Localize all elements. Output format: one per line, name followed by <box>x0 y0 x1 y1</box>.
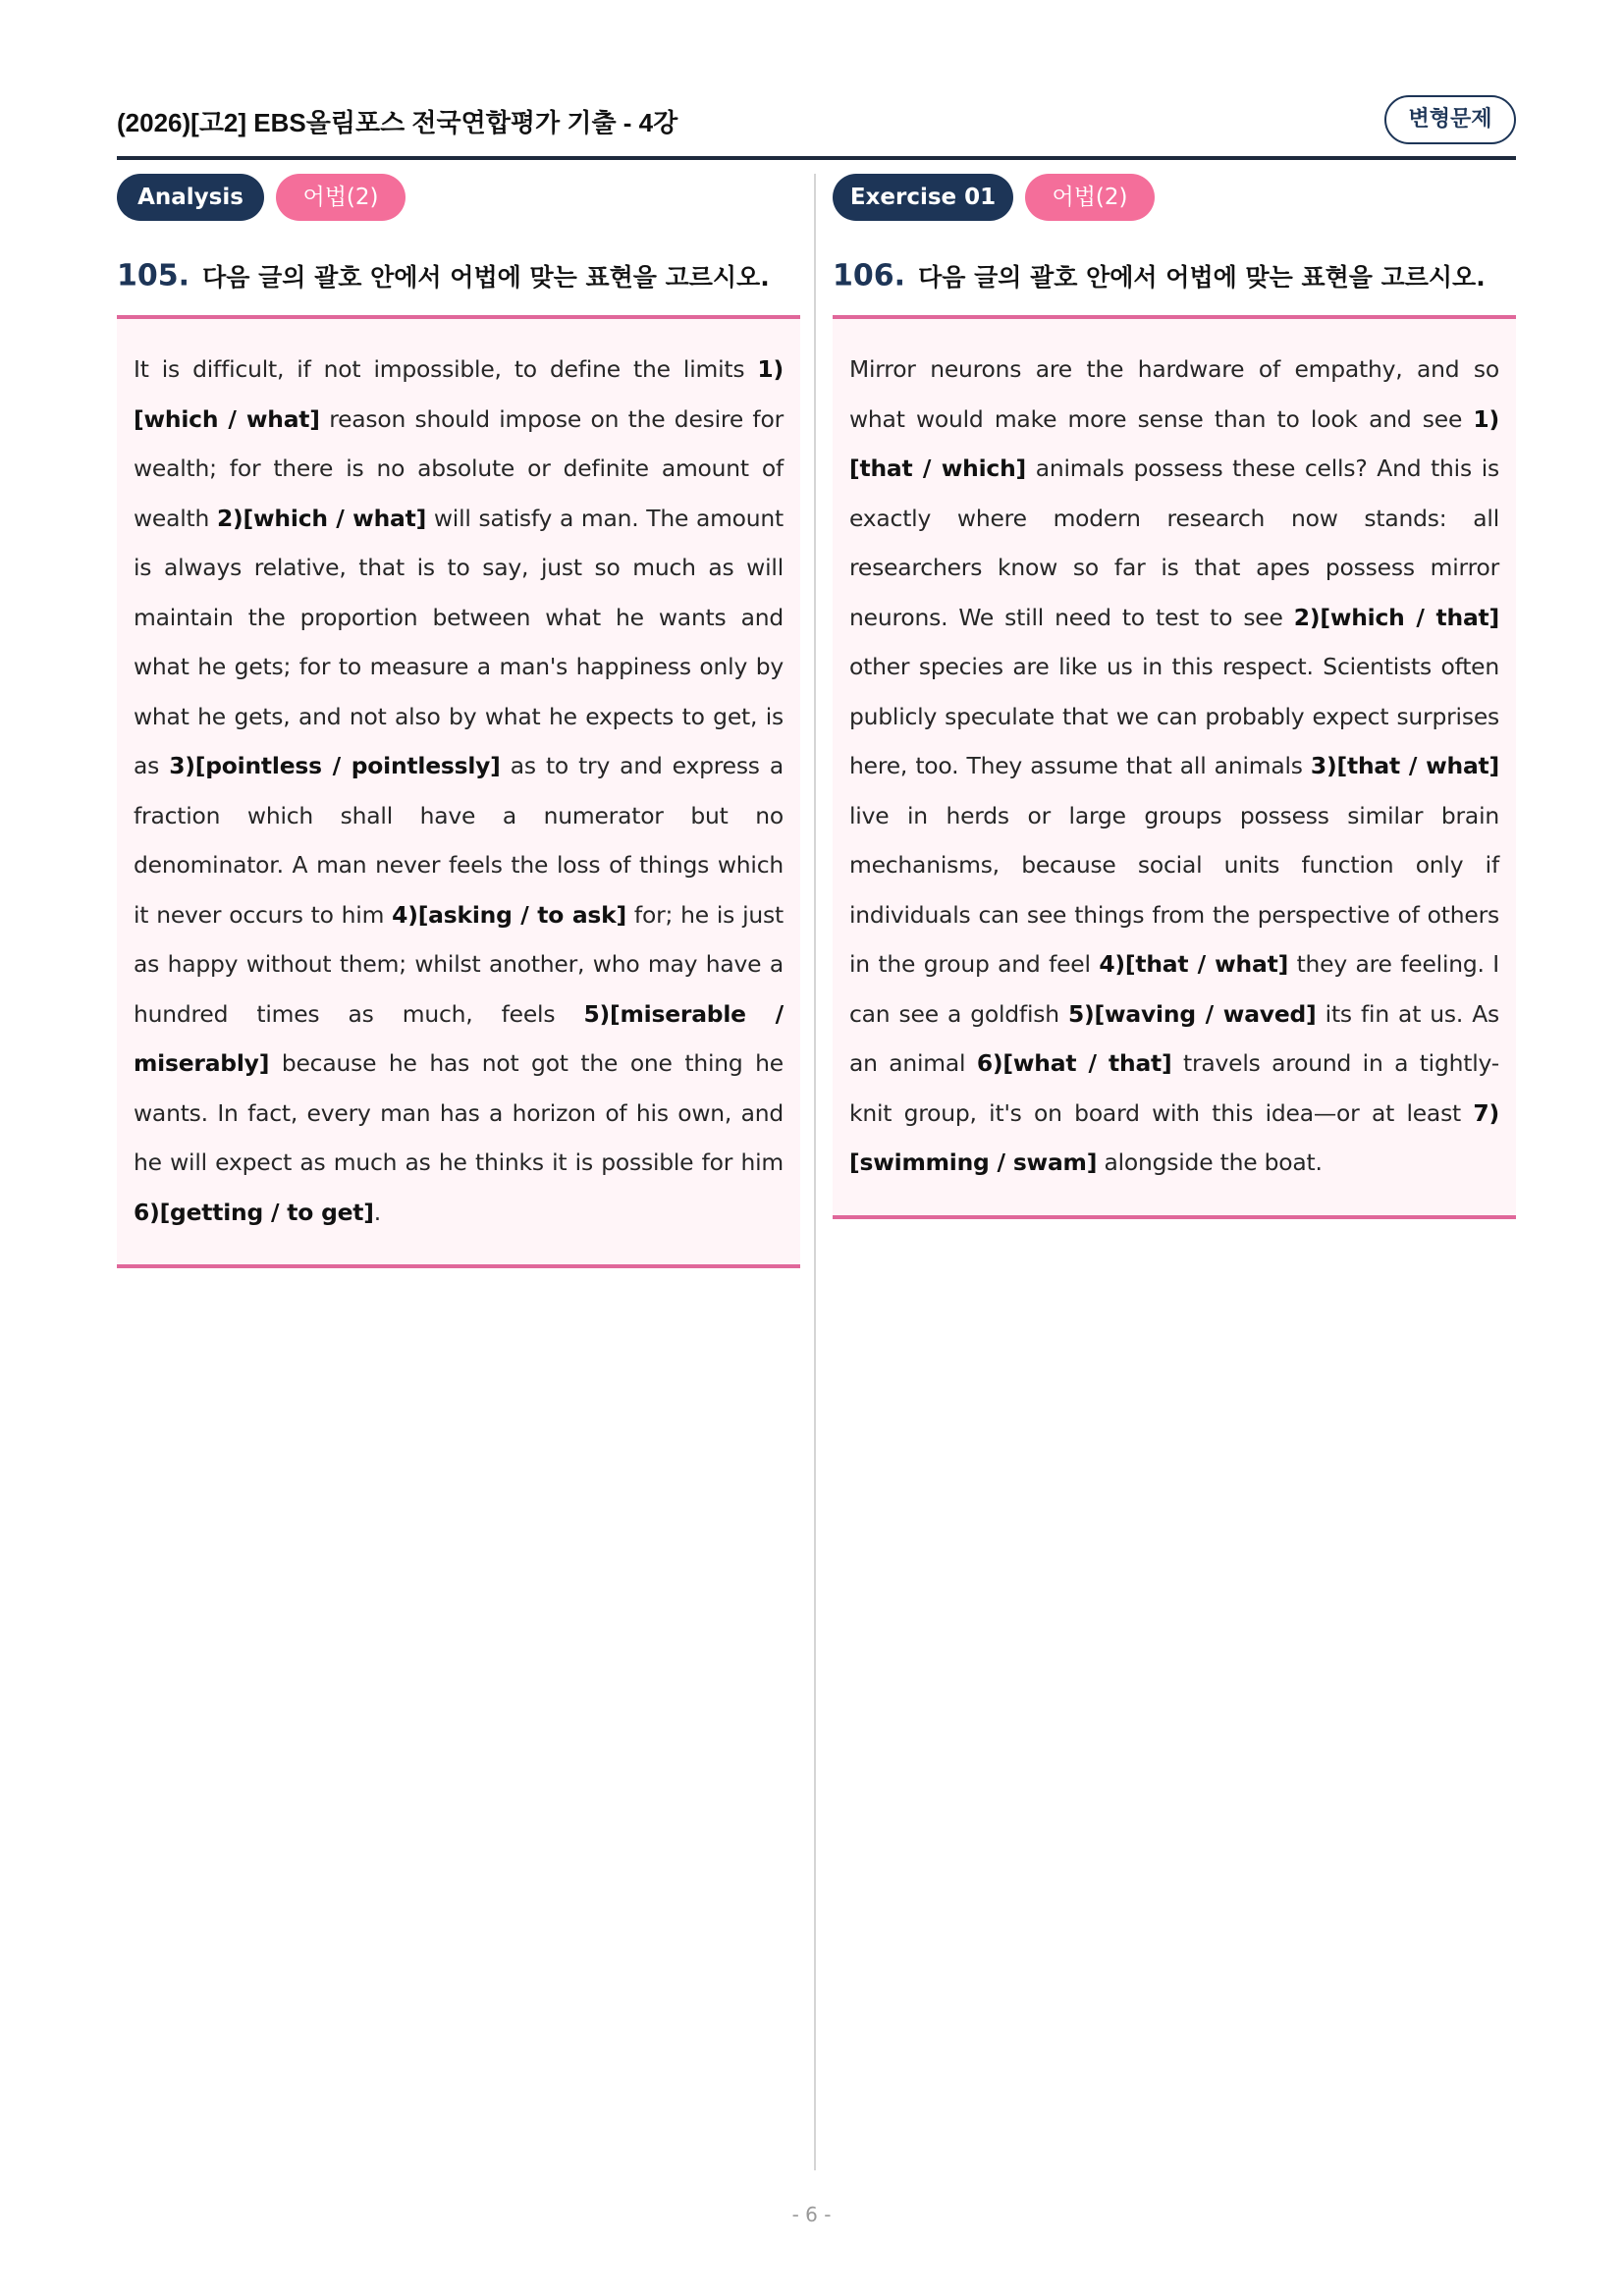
passage-run: alongside the boat. <box>1097 1148 1323 1176</box>
answer-choice: 3)[pointless / pointlessly] <box>169 752 501 779</box>
grammar-chip: 어법(2) <box>276 174 406 221</box>
answer-choice: 7)[swimming / swam] <box>849 1098 1499 1176</box>
passage-box <box>117 315 800 1268</box>
page-number: - 6 - <box>791 2203 832 2226</box>
answer-choice: 5)[miserable / miserably] <box>134 999 784 1077</box>
exercise-chip: Exercise 01 <box>833 174 1013 221</box>
answer-choice: 3)[that / what] <box>1310 752 1499 779</box>
passage-run: will satisfy a man. The amount is always relative, that is to say, just so much as will maintain the proportion between what he wants and what he gets; for to measure a man's happiness only by what he gets, and not also by what he expects to get, is as <box>134 504 784 779</box>
question-number: 106. <box>833 258 906 294</box>
answer-choice: 1)[which / what] <box>134 355 784 433</box>
passage-run: Mirror neurons are the hardware of empathy, and so what would make more sense than to look and see <box>849 355 1499 433</box>
passage-run: It is difficult, if not impossible, to define the limits <box>134 355 758 383</box>
passage-run: animals possess these cells? And this is exactly where modern research now stands: all researchers know so far is that apes possess mirror neurons. We still need to test to see <box>849 454 1499 631</box>
passage-run: because he has not got the one thing he wants. In fact, every man has a horizon of his own, and he will expect as much as he thinks it is possible for him <box>134 1049 784 1176</box>
passage-run: they are feeling. I can see a goldfish <box>849 950 1499 1028</box>
question-instruction: 다음 글의 괄호 안에서 어법에 맞는 표현을 고르시오. <box>918 263 1486 292</box>
left-chip-row <box>117 174 800 221</box>
passage-run: as to try and express a fraction which shall have a numerator but no denominator. A man never feels the loss of things which it never occurs to him <box>134 752 784 929</box>
analysis-chip: Analysis <box>117 174 264 221</box>
answer-choice: 2)[which / that] <box>1293 603 1500 631</box>
passage-text <box>134 345 784 1237</box>
document-title: (2026)[고2] EBS올림포스 전국연합평가 기출 - 4강 <box>117 108 678 137</box>
answer-choice: 6)[getting / to get] <box>134 1198 374 1226</box>
passage-run: its fin at us. As an animal <box>849 999 1499 1077</box>
question-header <box>117 258 770 294</box>
variant-badge: 변형문제 <box>1384 95 1516 144</box>
answer-choice: 2)[which / what] <box>216 504 427 532</box>
answer-choice: 1)[that / which] <box>849 404 1499 482</box>
answer-choice: 4)[asking / to ask] <box>392 900 626 929</box>
passage-run: reason should impose on the desire for wealth; for there is no absolute or definite amount of wealth <box>134 404 784 532</box>
answer-choice: 6)[what / that] <box>976 1049 1172 1077</box>
page-header <box>117 95 1516 152</box>
header-divider <box>117 156 1516 160</box>
passage-box <box>833 315 1516 1219</box>
left-column <box>117 174 800 1226</box>
question-header <box>833 258 1486 294</box>
question-instruction: 다음 글의 괄호 안에서 어법에 맞는 표현을 고르시오. <box>202 263 770 292</box>
column-divider <box>814 174 816 2170</box>
passage-run: . <box>373 1198 381 1226</box>
right-column <box>833 174 1516 1176</box>
passage-run: live in herds or large groups possess similar brain mechanisms, because social units function only if individuals can see things from the perspective of others in the group and feel <box>849 801 1499 978</box>
grammar-chip: 어법(2) <box>1025 174 1155 221</box>
passage-text <box>849 345 1499 1188</box>
passage-run: travels around in a tightly-knit group, it's on board with this idea—or at least <box>849 1049 1499 1127</box>
answer-choice: 4)[that / what] <box>1099 950 1289 978</box>
answer-choice: 5)[waving / waved] <box>1067 999 1317 1028</box>
question-number: 105. <box>117 258 190 294</box>
passage-run: other species are like us in this respect. Scientists often publicly speculate that we can probably expect surprises here, too. They assume that all animals <box>849 653 1499 779</box>
right-chip-row <box>833 174 1516 221</box>
passage-run: for; he is just as happy without them; whilst another, who may have a hundred times as much, feels <box>134 900 784 1028</box>
